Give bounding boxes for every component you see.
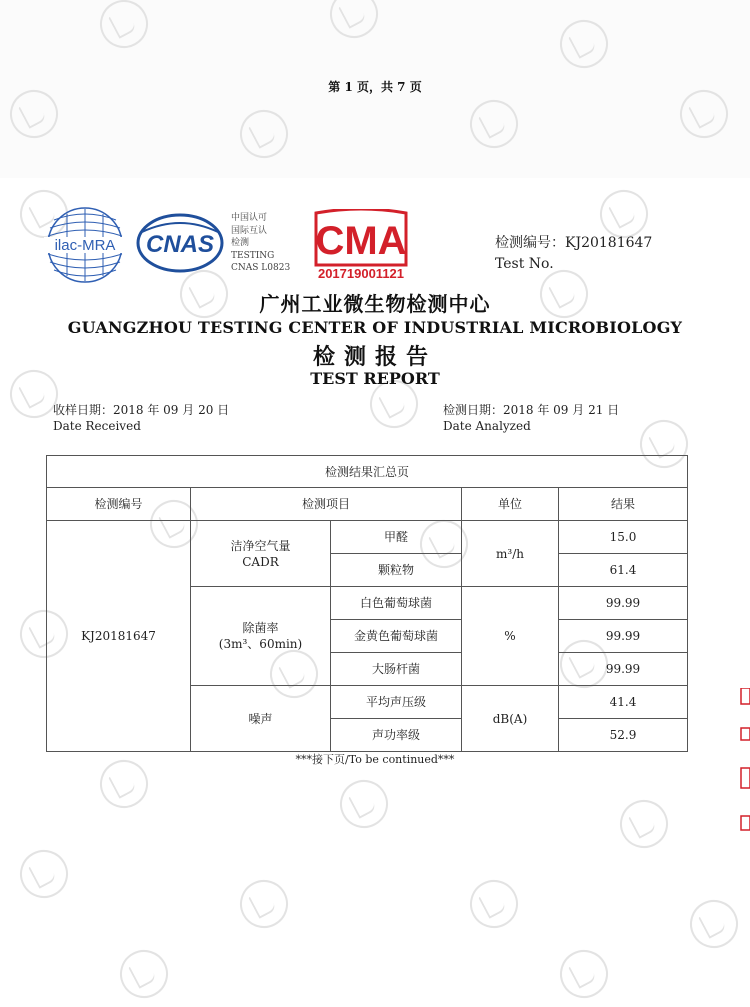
table-row — [47, 521, 688, 554]
test-number-cn: 检测编号：KJ20181647 — [495, 235, 653, 251]
item-name: 噪声 — [248, 711, 273, 726]
unit-cell: % — [462, 587, 559, 686]
page-number: 第 1 页，共 7 页 — [328, 80, 422, 94]
sub-item-cell: 金黄色葡萄球菌 — [331, 620, 462, 653]
continued-note: ***接下页/To be continued*** — [295, 753, 455, 766]
organization-name-en: GUANGZHOU TESTING CENTER OF INDUSTRIAL MICROBIOLOGY — [67, 318, 683, 337]
organization-name-cn: 广州工业微生物检测中心 — [259, 292, 491, 316]
unit-cell: m³/h — [462, 521, 559, 587]
unit-cell: dB(A) — [462, 686, 559, 752]
date-received-en: Date Received — [53, 419, 141, 433]
table-caption: 检测结果汇总页 — [47, 456, 688, 488]
date-analyzed — [443, 402, 619, 434]
report-title-cn: 检测报告 — [312, 345, 437, 370]
cnas-label: CNAS — [145, 231, 215, 258]
date-analyzed-cn: 检测日期：2018 年 09 月 21 日 — [443, 403, 620, 417]
item-name-line2: CADR — [242, 554, 279, 569]
sub-item-cell: 大肠杆菌 — [331, 653, 462, 686]
result-cell: 61.4 — [559, 554, 688, 587]
ilac-mra-logo — [42, 206, 128, 284]
cnas-text-line: 检测 — [231, 238, 250, 248]
date-received-cn: 收样日期：2018 年 09 月 20 日 — [53, 403, 230, 417]
header-sample-id: 检测编号 — [47, 488, 191, 521]
cma-label: CMA — [315, 219, 407, 263]
item-cell — [191, 686, 331, 752]
item-cell — [191, 521, 331, 587]
test-number — [495, 233, 652, 275]
ilac-mra-label: ilac-MRA — [54, 237, 116, 254]
sub-item-cell: 甲醛 — [331, 521, 462, 554]
sub-item-cell: 颗粒物 — [331, 554, 462, 587]
sub-item-cell: 平均声压级 — [331, 686, 462, 719]
result-cell: 15.0 — [559, 521, 688, 554]
header-result: 结果 — [559, 488, 688, 521]
cnas-text-line: CNAS L0823 — [231, 263, 291, 273]
report-title-en: TEST REPORT — [310, 369, 440, 388]
item-name: 除菌率 — [242, 621, 279, 635]
cma-number: 201719001121 — [317, 266, 405, 281]
sub-item-cell: 白色葡萄球菌 — [331, 587, 462, 620]
header-test-item: 检测项目 — [191, 488, 462, 521]
header-unit: 单位 — [462, 488, 559, 521]
summary-table — [46, 455, 688, 752]
test-number-en: Test No. — [495, 256, 554, 272]
cnas-text-line: 国际互认 — [231, 225, 268, 236]
date-analyzed-en: Date Analyzed — [443, 419, 531, 433]
result-cell: 99.99 — [559, 653, 688, 686]
cnas-logo — [136, 212, 224, 274]
item-name: 洁净空气量 — [230, 538, 291, 553]
result-cell: 99.99 — [559, 620, 688, 653]
item-cell — [191, 587, 331, 686]
result-cell: 41.4 — [559, 686, 688, 719]
result-cell: 99.99 — [559, 587, 688, 620]
result-cell: 52.9 — [559, 719, 688, 752]
sub-item-cell: 声功率级 — [331, 719, 462, 752]
date-received — [53, 402, 229, 434]
cnas-text-line: TESTING — [231, 250, 275, 261]
cnas-text-line: 中国认可 — [231, 213, 268, 223]
cma-logo — [308, 209, 414, 281]
cnas-accreditation-text — [231, 212, 290, 275]
sample-id-cell: KJ20181647 — [47, 521, 191, 752]
edge-seal-fragment — [738, 688, 750, 838]
item-name-line2: (3m³、60min) — [218, 637, 303, 651]
